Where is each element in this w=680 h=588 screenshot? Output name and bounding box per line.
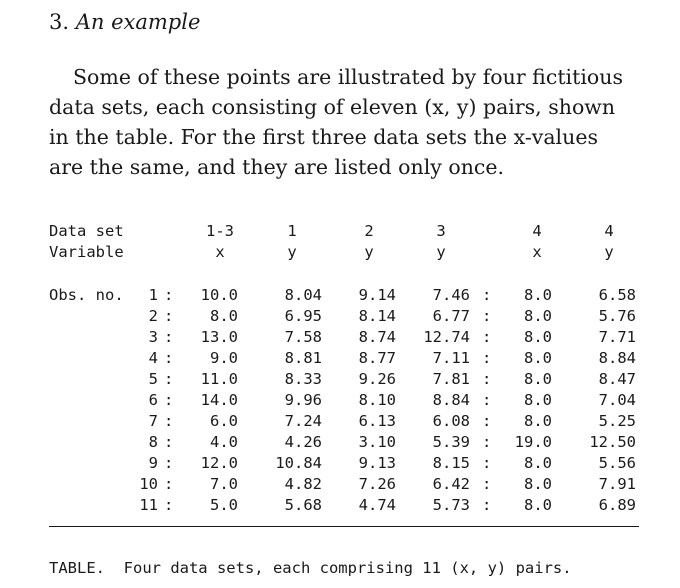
y1-value: 9.96 [284,391,322,409]
table-rule [49,526,639,527]
table-row [0,285,680,306]
x-value: 8.0 [210,307,238,325]
y3-value: 5.39 [432,433,470,451]
separator: : [164,496,174,514]
x-value: 7.0 [210,475,238,493]
y1-value: 8.04 [284,286,322,304]
separator: : [164,349,174,367]
y3-value: 8.84 [432,391,470,409]
table-row [0,474,680,495]
separator: : [482,475,492,493]
obs-label: Obs. no. [49,286,124,304]
separator: : [482,391,492,409]
separator: : [164,328,174,346]
y1-value: 7.24 [284,412,322,430]
y3-value: 6.08 [432,412,470,430]
y2-value: 8.14 [358,307,396,325]
x4-value: 8.0 [524,349,552,367]
y1-value: 8.81 [284,349,322,367]
x4-value: 8.0 [524,370,552,388]
x-value: 4.0 [210,433,238,451]
header-cell: 3 [436,222,446,240]
obs-number: 2 [148,307,158,325]
header-cell: 1-3 [206,222,234,240]
y1-value: 4.82 [284,475,322,493]
separator: : [482,286,492,304]
header-row-variable [0,242,680,263]
x4-value: 8.0 [524,286,552,304]
obs-number: 8 [148,433,158,451]
y3-value: 6.42 [432,475,470,493]
y3-value: 6.77 [432,307,470,325]
separator: : [164,412,174,430]
y2-value: 4.74 [358,496,396,514]
table-caption: TABLE. Four data sets, each comprising 11 (x, y) pairs. [49,559,572,577]
x4-value: 8.0 [524,475,552,493]
separator: : [164,454,174,472]
section-number: 3. [49,10,70,34]
y4-value: 7.04 [598,391,636,409]
y4-value: 12.50 [589,433,636,451]
header-cell: y [604,243,614,261]
y1-value: 8.33 [284,370,322,388]
separator: : [482,370,492,388]
y4-value: 5.56 [598,454,636,472]
separator: : [164,370,174,388]
separator: : [482,328,492,346]
y1-value: 5.68 [284,496,322,514]
y3-value: 8.15 [432,454,470,472]
paragraph-line: Some of these points are illustrated by four fictitious [73,65,623,89]
table-row [0,390,680,411]
x-value: 13.0 [200,328,238,346]
separator: : [482,412,492,430]
header-cell: 1 [287,222,297,240]
x-value: 9.0 [210,349,238,367]
obs-number: 6 [148,391,158,409]
y4-value: 5.25 [598,412,636,430]
y2-value: 8.77 [358,349,396,367]
y1-value: 7.58 [284,328,322,346]
section-heading [49,8,200,36]
y3-value: 7.46 [432,286,470,304]
table-row [0,432,680,453]
header-cell: 2 [364,222,374,240]
section-title: An example [75,10,201,34]
header-cell: y [287,243,297,261]
paragraph-line: data sets, each consisting of eleven (x, y) pairs, shown [49,95,616,119]
table-row [0,453,680,474]
y3-value: 12.74 [423,328,470,346]
obs-number: 11 [139,496,158,514]
y2-value: 9.13 [358,454,396,472]
x4-value: 8.0 [524,307,552,325]
obs-number: 1 [148,286,158,304]
header-cell: y [364,243,374,261]
header-row-data-set [0,221,680,242]
separator: : [482,433,492,451]
y4-value: 7.91 [598,475,636,493]
y3-value: 5.73 [432,496,470,514]
x4-value: 8.0 [524,454,552,472]
separator: : [482,349,492,367]
y4-value: 7.71 [598,328,636,346]
table-row [0,495,680,516]
y2-value: 8.74 [358,328,396,346]
x4-value: 8.0 [524,496,552,514]
separator: : [164,307,174,325]
y4-value: 6.58 [598,286,636,304]
x-value: 5.0 [210,496,238,514]
y1-value: 4.26 [284,433,322,451]
x4-value: 8.0 [524,328,552,346]
x4-value: 8.0 [524,412,552,430]
y4-value: 8.84 [598,349,636,367]
y3-value: 7.81 [432,370,470,388]
y2-value: 9.26 [358,370,396,388]
header-cell: 4 [532,222,542,240]
y4-value: 6.89 [598,496,636,514]
obs-number: 5 [148,370,158,388]
separator: : [164,391,174,409]
x-value: 14.0 [200,391,238,409]
x-value: 11.0 [200,370,238,388]
paragraph-line: are the same, and they are listed only once. [49,155,505,179]
y2-value: 3.10 [358,433,396,451]
obs-number: 4 [148,349,158,367]
y4-value: 8.47 [598,370,636,388]
table-row [0,348,680,369]
y3-value: 7.11 [432,349,470,367]
paragraph-line: in the table. For the first three data sets the x-values [49,125,598,149]
y2-value: 6.13 [358,412,396,430]
header-label: Variable [49,243,124,261]
table-row [0,327,680,348]
intro-paragraph [49,62,649,182]
header-label: Data set [49,222,124,240]
table-row [0,411,680,432]
obs-number: 10 [139,475,158,493]
header-cell: 4 [604,222,614,240]
table-row [0,306,680,327]
x-value: 12.0 [200,454,238,472]
obs-number: 3 [148,328,158,346]
y1-value: 6.95 [284,307,322,325]
y2-value: 7.26 [358,475,396,493]
x-value: 6.0 [210,412,238,430]
y2-value: 9.14 [358,286,396,304]
header-cell: x [532,243,542,261]
x4-value: 8.0 [524,391,552,409]
separator: : [482,496,492,514]
separator: : [164,433,174,451]
separator: : [482,454,492,472]
obs-number: 7 [148,412,158,430]
x4-value: 19.0 [514,433,552,451]
separator: : [482,307,492,325]
y2-value: 8.10 [358,391,396,409]
separator: : [164,475,174,493]
header-cell: y [436,243,446,261]
y4-value: 5.76 [598,307,636,325]
header-cell: x [215,243,225,261]
obs-number: 9 [148,454,158,472]
y1-value: 10.84 [275,454,322,472]
separator: : [164,286,174,304]
table-row [0,369,680,390]
x-value: 10.0 [200,286,238,304]
